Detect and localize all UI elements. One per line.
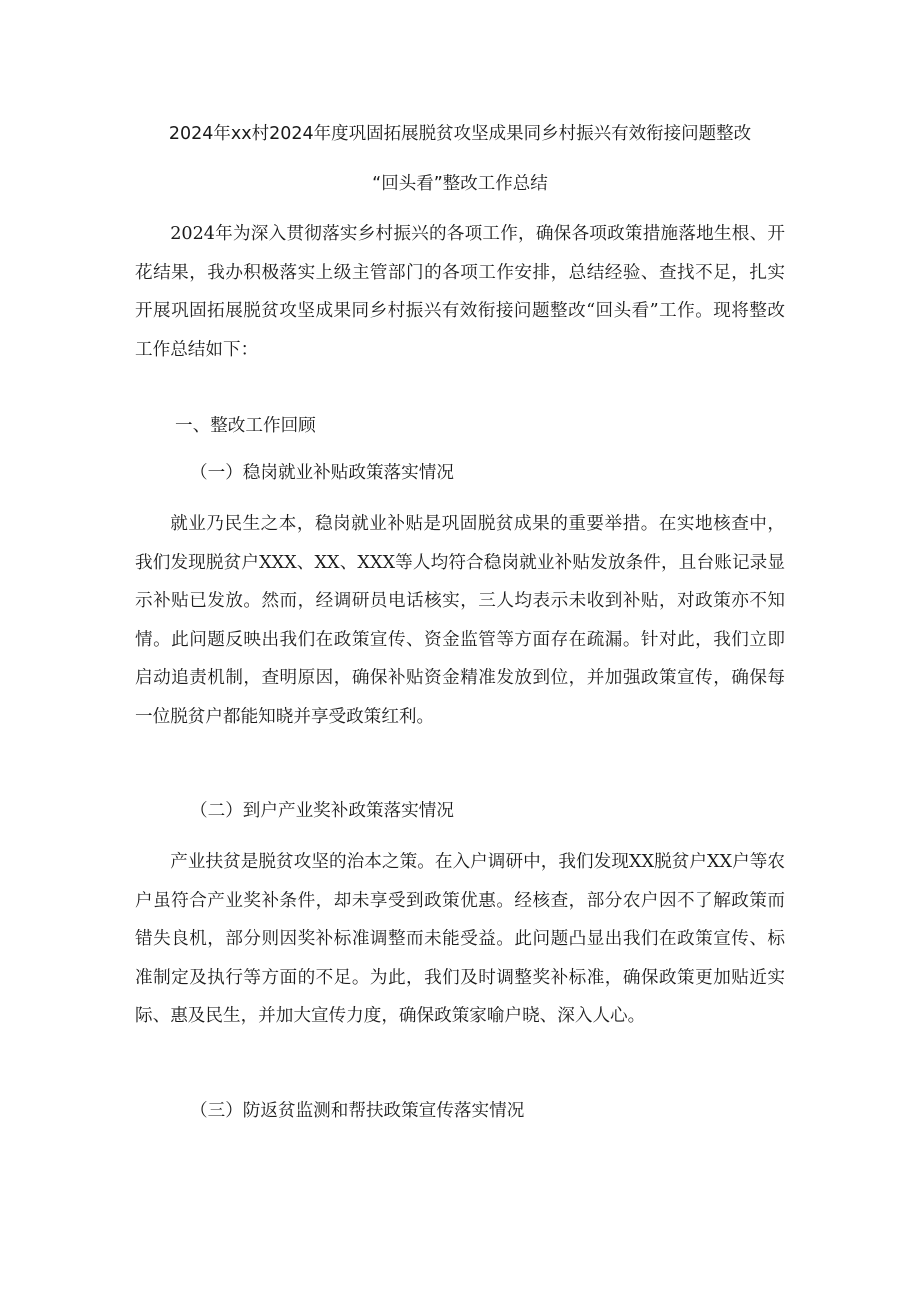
subsection-heading-employment-subsidy: （一）稳岗就业补贴政策落实情况 <box>190 463 454 483</box>
employment-subsidy-paragraph: 就业乃民生之本，稳岗就业补贴是巩固脱贫成果的重要举措。在实地核查中，我们发现脱贫户XXX、XX、XXX等人均符合稳岗就业补贴发放条件，且台账记录显示补贴已发放。然而，经调研员电话核实，三人均表示未收到补贴，对政策亦不知情。此问题反映出我们在政策宣传、资金监管等方面存在疏漏。针对此，我们立即启动追责机制，查明原因，确保补贴资金精准发放到位，并加强政策宣传，确保每一位脱贫户都能知晓并享受政策红利。 <box>135 514 785 727</box>
subsection-heading-poverty-monitoring: （三）防返贫监测和帮扶政策宣传落实情况 <box>190 1101 525 1121</box>
industry-subsidy-paragraph: 产业扶贫是脱贫攻坚的治本之策。在入户调研中，我们发现XX脱贫户XX户等农户虽符合产业奖补条件，却未享受到政策优惠。经核查，部分农户因不了解政策而错失良机，部分则因奖补标准调整而未能受益。此问题凸显出我们在政策宣传、标准制定及执行等方面的不足。为此，我们及时调整奖补标准，确保政策更加贴近实际、惠及民生，并加大宣传力度，确保政策家喻户晓、深入人心。 <box>135 852 785 1026</box>
section-heading-review: 一、整改工作回顾 <box>175 416 316 436</box>
intro-paragraph: 2024年为深入贯彻落实乡村振兴的各项工作，确保各项政策措施落地生根、开花结果，我办积极落实上级主管部门的各项工作安排，总结经验、查找不足，扎实开展巩固拓展脱贫攻坚成果同乡村振兴有效衔接问题整改“回头看”工作。现将整改工作总结如下： <box>135 224 785 360</box>
subsection-heading-industry-subsidy: （二）到户产业奖补政策落实情况 <box>190 801 454 821</box>
document-title-line2: “回头看”整改工作总结 <box>372 174 548 194</box>
document-title-line1: 2024年xx村2024年度巩固拓展脱贫攻坚成果同乡村振兴有效衔接问题整改 <box>168 124 752 144</box>
